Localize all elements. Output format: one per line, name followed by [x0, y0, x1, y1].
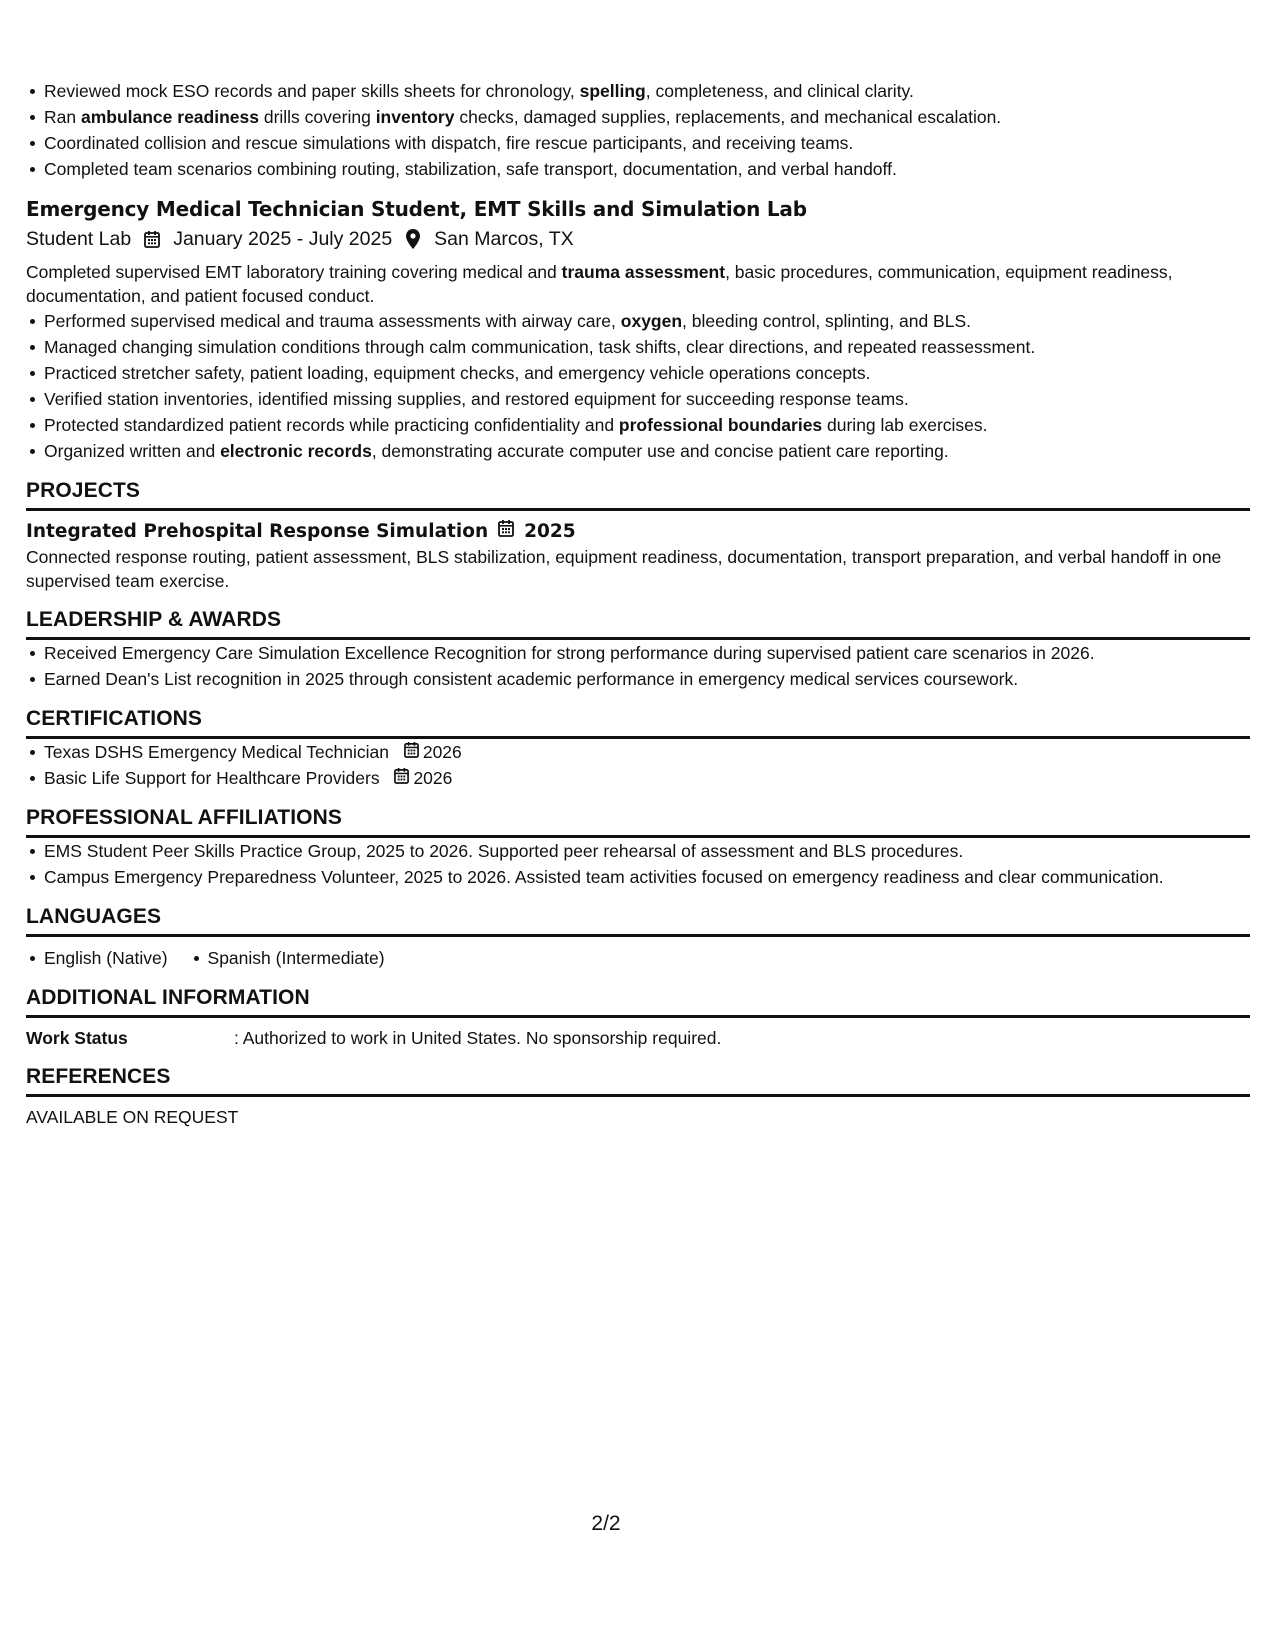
experience-continued-list: [26, 78, 1250, 182]
list-item: Spanish (Intermediate): [208, 945, 385, 971]
list-item: Practiced stretcher safety, patient loading, equipment checks, and emergency vehicle operations concepts.: [44, 360, 1250, 386]
projects-section: [26, 519, 1250, 593]
references-text: AVAILABLE ON REQUEST: [26, 1107, 239, 1127]
list-item: [44, 765, 1250, 791]
job-organization: Student Lab: [26, 228, 132, 250]
section-heading-additional: ADDITIONAL INFORMATION: [26, 985, 1250, 1018]
list-item: EMS Student Peer Skills Practice Group, 2025 to 2026. Supported peer rehearsal of assessment and BLS procedures.: [44, 838, 1250, 864]
list-item: Coordinated collision and rescue simulations with dispatch, fire rescue participants, and receiving teams.: [44, 130, 1250, 156]
calendar-icon: [394, 765, 409, 791]
certification-name: Basic Life Support for Healthcare Providers: [44, 768, 380, 788]
list-item: Managed changing simulation conditions through calm communication, task shifts, clear directions, and repeated reassessment.: [44, 334, 1250, 360]
calendar-icon: [404, 739, 419, 765]
list-item: Organized written and electronic records, demonstrating accurate computer use and concise patient care reporting.: [44, 438, 1250, 464]
project-title-row: [26, 519, 1250, 545]
job-bullet-list: [26, 308, 1250, 464]
list-item: Verified station inventories, identified missing supplies, and restored equipment for succeeding response teams.: [44, 386, 1250, 412]
list-item: Performed supervised medical and trauma assessments with airway care, oxygen, bleeding control, splinting, and BLS.: [44, 308, 1250, 334]
project-description: Connected response routing, patient assessment, BLS stabilization, equipment readiness, documentation, transport preparation, and verbal handoff in one supervised team exercise.: [26, 547, 1222, 591]
resume-page: [26, 78, 1250, 1129]
section-heading-languages: LANGUAGES: [26, 904, 1250, 937]
list-item: Campus Emergency Preparedness Volunteer, 2025 to 2026. Assisted team activities focused on emergency readiness and clear communication.: [44, 864, 1250, 890]
work-status-value: : Authorized to work in United States. No sponsorship required.: [234, 1028, 722, 1048]
work-status-label: Work Status: [26, 1028, 128, 1048]
affiliations-list: [26, 838, 1250, 890]
certifications-list: [26, 739, 1250, 791]
job-title: Emergency Medical Technician Student, EMT Skills and Simulation Lab: [26, 197, 807, 221]
calendar-icon: [498, 519, 514, 545]
list-item: Reviewed mock ESO records and paper skills sheets for chronology, spelling, completeness, and clinical clarity.: [44, 78, 1250, 104]
languages-list: [26, 945, 385, 971]
certification-year: 2026: [422, 742, 462, 762]
list-item: Ran ambulance readiness drills covering inventory checks, damaged supplies, replacements, and mechanical escalation.: [44, 104, 1250, 130]
leadership-list: [26, 640, 1250, 692]
job-meta: [26, 224, 1250, 254]
section-heading-certifications: CERTIFICATIONS: [26, 706, 1250, 739]
certification-year: 2026: [413, 768, 453, 788]
job-dates: January 2025 - July 2025: [173, 228, 393, 250]
section-heading-leadership: LEADERSHIP & AWARDS: [26, 607, 1250, 640]
page-number: 2/2: [591, 1512, 621, 1535]
project-date: 2025: [524, 521, 576, 542]
section-heading-affiliations: PROFESSIONAL AFFILIATIONS: [26, 805, 1250, 838]
job-summary: Completed supervised EMT laboratory training covering medical and trauma assessment, basic procedures, communication, equipment readiness, documentation, and patient focused conduct.: [26, 262, 1173, 306]
additional-info-row: [26, 1026, 1250, 1050]
calendar-icon: [143, 229, 161, 249]
project-title: Integrated Prehospital Response Simulation: [26, 521, 489, 542]
list-item: Received Emergency Care Simulation Excellence Recognition for strong performance during supervised patient care scenarios in 2026.: [44, 640, 1250, 666]
list-item: English (Native): [44, 945, 168, 971]
list-item: Completed team scenarios combining routing, stabilization, safe transport, documentation, and verbal handoff.: [44, 156, 1250, 182]
list-item: Earned Dean's List recognition in 2025 through consistent academic performance in emergency medical services coursework.: [44, 666, 1250, 692]
section-heading-references: REFERENCES: [26, 1064, 1250, 1097]
map-pin-icon: [404, 229, 422, 249]
list-item: [44, 739, 1250, 765]
certification-name: Texas DSHS Emergency Medical Technician: [44, 742, 389, 762]
section-heading-projects: PROJECTS: [26, 478, 1250, 511]
list-item: Protected standardized patient records while practicing confidentiality and professional boundaries during lab exercises.: [44, 412, 1250, 438]
languages-section: [26, 945, 1250, 971]
job-location: San Marcos, TX: [434, 228, 574, 250]
